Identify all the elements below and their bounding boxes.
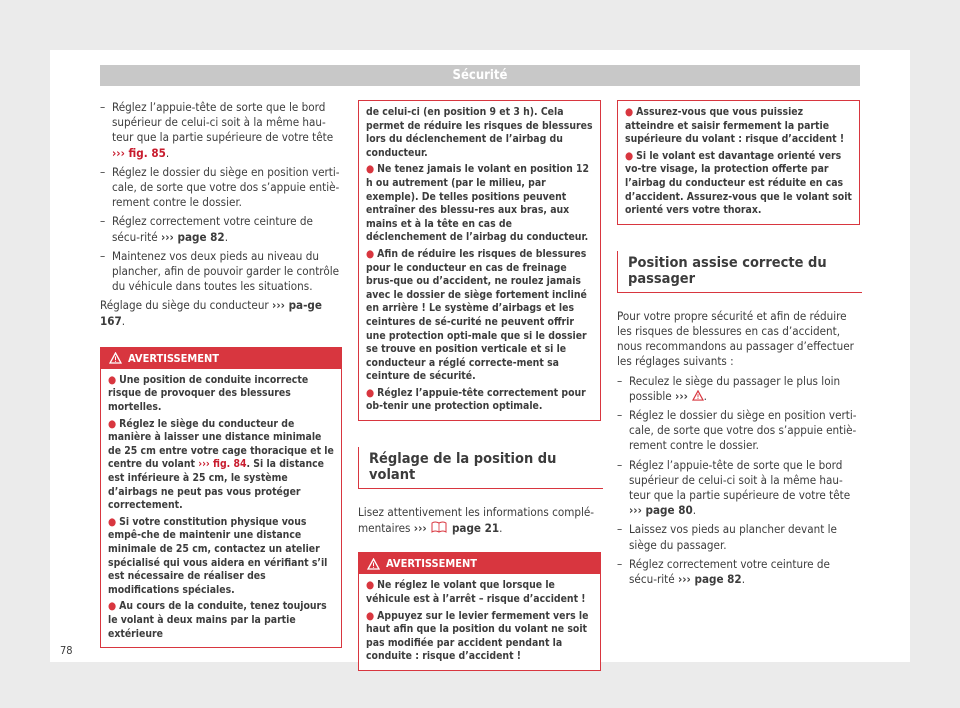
warning-item: ● Si votre constitution physique vous empê-che de maintenir une distance minimale de 25 cm, contactez un atelier spécialisé qui vous aidera en vérifiant s’il est nécessaire de réaliser des modifications spéciales. (108, 515, 328, 596)
ref-link[interactable]: ››› fig. 84 (198, 458, 247, 471)
book-icon (430, 520, 448, 533)
warning-box-continued (358, 100, 601, 421)
section-title: Réglage de la position du volant (358, 447, 601, 489)
list-item: – Reculez le siège du passager le plus loin possible ››› . (617, 373, 841, 403)
ref-link[interactable]: ››› pa-ge 167 (100, 298, 322, 328)
section-title: Position assise correcte du passager (617, 251, 860, 293)
warning-title: AVERTISSEMENT (128, 351, 220, 365)
instruction-list (617, 374, 860, 588)
list-item: – Laissez vos pieds au plancher devant le siège du passager. (617, 522, 837, 552)
warning-triangle-icon (367, 558, 380, 570)
warning-item: de celui-ci (en position 9 et 3 h). Cela permet de réduire les risques de blessures lors du déclenchement de l’airbag du conducteur. (366, 106, 593, 159)
warning-triangle-icon (692, 390, 704, 401)
ref-link[interactable]: ››› fig. 85 (112, 145, 166, 160)
page-header (100, 65, 860, 86)
column-1 (100, 100, 342, 648)
ref-link[interactable]: ››› (675, 389, 704, 403)
warning-item: ● Au cours de la conduite, tenez toujours le volant à deux mains par la partie extérieure (108, 600, 327, 640)
warning-item: ● Ne tenez jamais le volant en position 12 h ou autrement (par le milieu, par exemple). De telles positions peuvent entraîner des blessu-res aux bras, aux mains et à la tête en cas de déclenchement de l’airbag du conducteur. (366, 163, 590, 244)
paragraph: Pour votre propre sécurité et afin de réduire les risques de blessures en cas d’accident, nous recommandons au passager d’effectuer les réglages suivants : (617, 308, 854, 369)
header-title: Sécurité (452, 68, 508, 83)
ref-link[interactable]: ››› page 82 (160, 229, 225, 244)
warning-header (359, 553, 600, 574)
ref-link[interactable]: ››› page 82 (677, 572, 742, 586)
warning-triangle-icon (109, 352, 122, 364)
paragraph: Lisez attentivement les informations complé-mentaires ››› page 21. (358, 505, 595, 536)
list-item: – Réglez correctement votre ceinture de sécu-rité ››› page 82. (617, 556, 830, 586)
column-2 (358, 100, 601, 671)
ref-link[interactable]: ››› page 80 (629, 503, 693, 518)
warning-box (100, 347, 342, 648)
warning-item: ● Réglez l’appuie-tête correctement pour ob-tenir une protection optimale. (366, 386, 586, 413)
list-item: – Réglez le dossier du siège en position verti-cale, de sorte que votre dos s’appuie entiè-rement contre le dossier. (617, 407, 857, 453)
warning-header (101, 348, 341, 369)
list-item: – Réglez l’appuie-tête de sorte que le bord supérieur de celui-ci soit à la même hau-teur que la partie supérieure de votre tête ››› fig. 85. (100, 100, 334, 160)
instruction-list (100, 100, 342, 294)
warning-item: ● Une position de conduite incorrecte risque de provoquer des blessures mortelles. (108, 373, 309, 414)
warning-item: ● Afin de réduire les risques de blessures pour le conducteur en cas de freinage brus-que ou d’accident, ne roulez jamais avec le dossier de siège fortement incliné en arrière ! Le système d’airbags et les ceintures de sé-curité ne peuvent offrir une protection opti-male que si le dossier se trouve en position verticale et si le conducteur a réglé correcte-ment sa ceinture de sécurité. (366, 247, 587, 383)
warning-box-continued (617, 100, 860, 225)
warning-title: AVERTISSEMENT (386, 557, 478, 571)
ref-link[interactable]: ››› page 21 (413, 521, 500, 536)
warning-item: ● Assurez-vous que vous puissiez atteindre et saisir fermement la partie supérieure du volant : risque d’accident ! (625, 106, 845, 146)
paragraph: Réglage du siège du conducteur ››› pa-ge 167. (100, 298, 322, 328)
list-item: – Réglez le dossier du siège en position verti-cale, de sorte que votre dos s’appuie entiè-rement contre le dossier. (100, 164, 340, 210)
warning-box (358, 552, 601, 671)
column-3 (617, 100, 860, 591)
page-number: 78 (60, 644, 73, 657)
list-item: – Réglez correctement votre ceinture de sécu-rité ››› page 82. (100, 214, 313, 244)
warning-item: ● Réglez le siège du conducteur de manière à laisser une distance minimale de 25 cm entre votre cage thoracique et le centre du volant ››› fig. 84. Si la distance est inférieure à 25 cm, le système d’airbags ne peut pas vous protéger correctement. (108, 417, 334, 512)
list-item: – Réglez l’appuie-tête de sorte que le bord supérieur de celui-ci soit à la même hau-teur que la partie supérieure de votre tête ››› page 80. (617, 457, 851, 518)
warning-item: ● Ne réglez le volant que lorsque le véhicule est à l’arrêt – risque d’accident ! (366, 579, 586, 606)
warning-item: ● Appuyez sur le levier fermement vers le haut afin que la position du volant ne soit pas modifiée par accident pendant la conduite : risque d’accident ! (366, 609, 589, 663)
warning-item: ● Si le volant est davantage orienté vers vo-tre visage, la protection offerte par l’airbag du conducteur est réduite en cas d’accident. Assurez-vous que le volant soit orienté vers votre thorax. (625, 149, 852, 217)
list-item: – Maintenez vos deux pieds au niveau du plancher, afin de pouvoir garder le contrôle du véhicule dans toutes les situations. (100, 248, 340, 294)
